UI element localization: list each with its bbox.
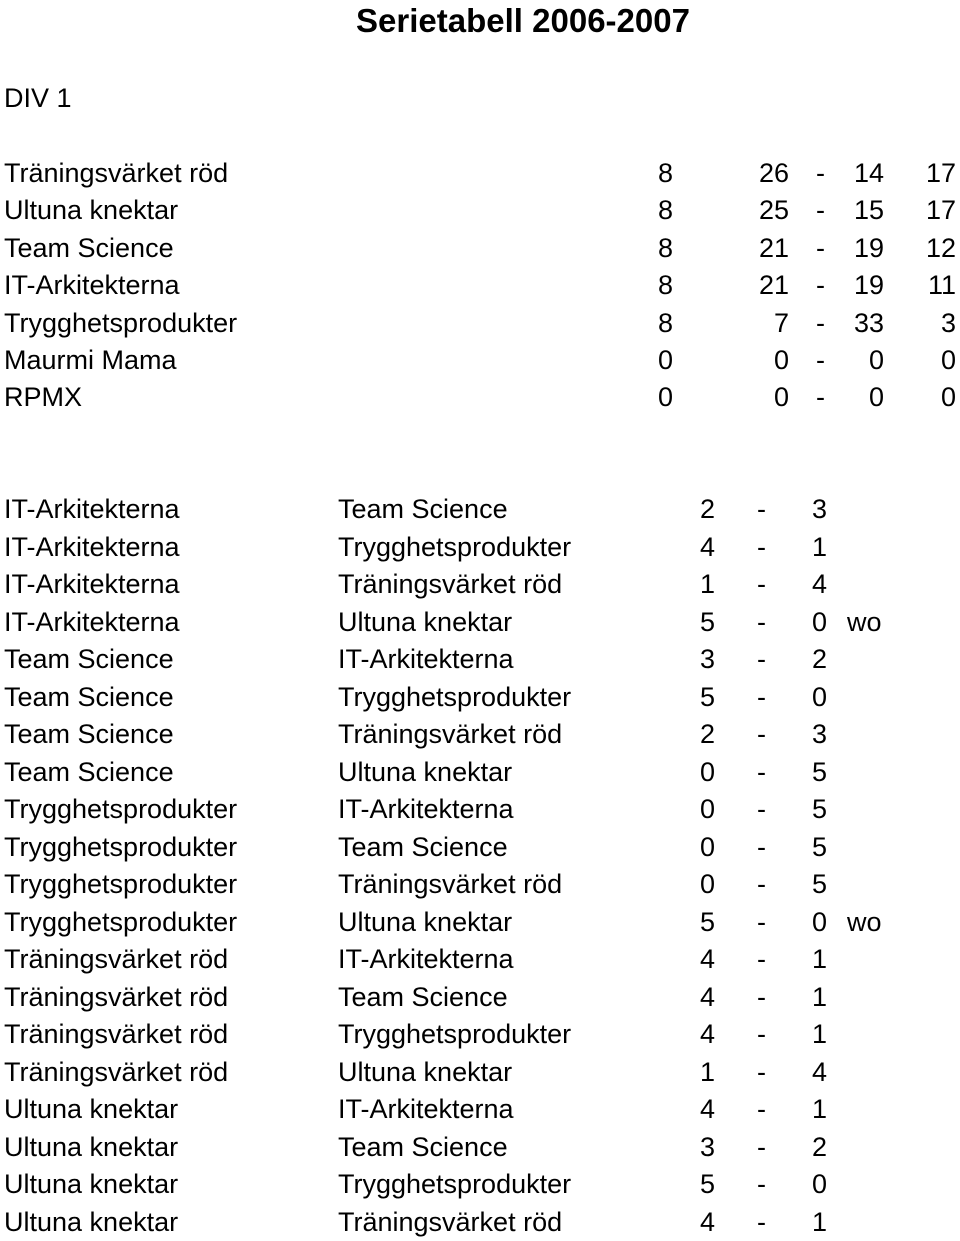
goals-against: 0 <box>869 342 884 379</box>
score-separator: - <box>757 904 766 942</box>
result-row <box>0 866 960 904</box>
division-label: DIV 1 <box>4 82 72 114</box>
away-score: 2 <box>812 1129 827 1167</box>
score-separator: - <box>757 641 766 679</box>
home-team: Ultuna knektar <box>4 1091 178 1129</box>
goal-separator: - <box>816 267 825 304</box>
away-score: 5 <box>812 754 827 792</box>
away-team: Trygghetsprodukter <box>338 1016 571 1054</box>
points: 0 <box>941 379 956 416</box>
home-team: Team Science <box>4 716 174 754</box>
score-separator: - <box>757 604 766 642</box>
result-row <box>0 1204 960 1241</box>
score-separator: - <box>757 1054 766 1092</box>
result-row <box>0 566 960 604</box>
away-score: 1 <box>812 941 827 979</box>
home-score: 3 <box>700 1129 715 1167</box>
score-separator: - <box>757 529 766 567</box>
away-score: 3 <box>812 716 827 754</box>
result-row <box>0 604 960 642</box>
goals-for: 0 <box>774 379 789 416</box>
games-played: 8 <box>658 192 673 229</box>
home-team: Team Science <box>4 641 174 679</box>
table-row <box>0 305 960 342</box>
home-team: Träningsvärket röd <box>4 1016 228 1054</box>
away-team: Ultuna knektar <box>338 754 512 792</box>
score-separator: - <box>757 1129 766 1167</box>
goals-for: 25 <box>759 192 789 229</box>
team-name: Ultuna knektar <box>4 192 178 229</box>
table-row <box>0 230 960 267</box>
home-score: 1 <box>700 1054 715 1092</box>
away-team: Ultuna knektar <box>338 1054 512 1092</box>
goals-against: 33 <box>854 305 884 342</box>
games-played: 0 <box>658 379 673 416</box>
away-team: Ultuna knektar <box>338 604 512 642</box>
team-name: Maurmi Mama <box>4 342 177 379</box>
away-team: IT-Arkitekterna <box>338 941 514 979</box>
score-separator: - <box>757 566 766 604</box>
goals-against: 19 <box>854 230 884 267</box>
score-separator: - <box>757 679 766 717</box>
points: 3 <box>941 305 956 342</box>
points: 0 <box>941 342 956 379</box>
goal-separator: - <box>816 155 825 192</box>
goals-for: 0 <box>774 342 789 379</box>
home-team: IT-Arkitekterna <box>4 566 180 604</box>
away-score: 1 <box>812 529 827 567</box>
away-team: Team Science <box>338 1129 508 1167</box>
home-team: Ultuna knektar <box>4 1129 178 1167</box>
standings-table <box>0 155 960 417</box>
score-separator: - <box>757 491 766 529</box>
table-row <box>0 267 960 304</box>
result-note: wo <box>847 604 882 642</box>
games-played: 8 <box>658 305 673 342</box>
points: 17 <box>926 192 956 229</box>
home-team: Trygghetsprodukter <box>4 904 237 942</box>
home-team: Trygghetsprodukter <box>4 791 237 829</box>
page-title: Serietabell 2006-2007 <box>0 2 960 40</box>
score-separator: - <box>757 716 766 754</box>
score-separator: - <box>757 1204 766 1241</box>
goals-against: 15 <box>854 192 884 229</box>
points: 12 <box>926 230 956 267</box>
away-score: 5 <box>812 791 827 829</box>
home-score: 5 <box>700 1166 715 1204</box>
away-score: 1 <box>812 1204 827 1241</box>
team-name: Trygghetsprodukter <box>4 305 237 342</box>
away-team: IT-Arkitekterna <box>338 1091 514 1129</box>
score-separator: - <box>757 979 766 1017</box>
home-score: 4 <box>700 1204 715 1241</box>
away-team: Trygghetsprodukter <box>338 529 571 567</box>
score-separator: - <box>757 1166 766 1204</box>
result-row <box>0 1054 960 1092</box>
result-row <box>0 1129 960 1167</box>
score-separator: - <box>757 1091 766 1129</box>
result-row <box>0 754 960 792</box>
games-played: 0 <box>658 342 673 379</box>
goals-for: 26 <box>759 155 789 192</box>
games-played: 8 <box>658 267 673 304</box>
points: 11 <box>928 267 956 304</box>
results-list <box>0 491 960 1241</box>
home-score: 0 <box>700 754 715 792</box>
result-row <box>0 716 960 754</box>
away-score: 0 <box>812 1166 827 1204</box>
away-score: 1 <box>812 1016 827 1054</box>
away-score: 4 <box>812 1054 827 1092</box>
result-note: wo <box>847 904 882 942</box>
games-played: 8 <box>658 155 673 192</box>
home-team: Team Science <box>4 754 174 792</box>
home-score: 4 <box>700 941 715 979</box>
away-score: 1 <box>812 1091 827 1129</box>
table-row <box>0 379 960 416</box>
goals-for: 21 <box>759 230 789 267</box>
home-score: 4 <box>700 1091 715 1129</box>
home-score: 0 <box>700 829 715 867</box>
home-score: 2 <box>700 716 715 754</box>
goal-separator: - <box>816 230 825 267</box>
away-score: 0 <box>812 679 827 717</box>
home-team: IT-Arkitekterna <box>4 491 180 529</box>
result-row <box>0 941 960 979</box>
score-separator: - <box>757 754 766 792</box>
away-team: Team Science <box>338 491 508 529</box>
goals-against: 14 <box>854 155 884 192</box>
result-row <box>0 1016 960 1054</box>
team-name: Team Science <box>4 230 174 267</box>
away-team: Ultuna knektar <box>338 904 512 942</box>
home-score: 5 <box>700 904 715 942</box>
goals-for: 21 <box>759 267 789 304</box>
home-team: Ultuna knektar <box>4 1204 178 1241</box>
goals-against: 19 <box>854 267 884 304</box>
away-score: 1 <box>812 979 827 1017</box>
goals-against: 0 <box>869 379 884 416</box>
away-score: 0 <box>812 904 827 942</box>
home-score: 0 <box>700 791 715 829</box>
away-score: 5 <box>812 829 827 867</box>
away-score: 3 <box>812 491 827 529</box>
team-name: IT-Arkitekterna <box>4 267 180 304</box>
home-score: 4 <box>700 979 715 1017</box>
table-row <box>0 342 960 379</box>
result-row <box>0 491 960 529</box>
home-score: 0 <box>700 866 715 904</box>
team-name: RPMX <box>4 379 82 416</box>
result-row <box>0 904 960 942</box>
home-score: 4 <box>700 1016 715 1054</box>
home-score: 2 <box>700 491 715 529</box>
home-team: Träningsvärket röd <box>4 979 228 1017</box>
home-score: 5 <box>700 679 715 717</box>
home-team: IT-Arkitekterna <box>4 529 180 567</box>
goal-separator: - <box>816 342 825 379</box>
home-team: Träningsvärket röd <box>4 1054 228 1092</box>
goal-separator: - <box>816 192 825 229</box>
away-team: Träningsvärket röd <box>338 1204 562 1241</box>
away-score: 4 <box>812 566 827 604</box>
score-separator: - <box>757 829 766 867</box>
goal-separator: - <box>816 379 825 416</box>
result-row <box>0 1166 960 1204</box>
score-separator: - <box>757 941 766 979</box>
away-score: 5 <box>812 866 827 904</box>
result-row <box>0 529 960 567</box>
away-team: Team Science <box>338 829 508 867</box>
home-score: 5 <box>700 604 715 642</box>
goal-separator: - <box>816 305 825 342</box>
home-team: Trygghetsprodukter <box>4 866 237 904</box>
home-score: 1 <box>700 566 715 604</box>
away-team: IT-Arkitekterna <box>338 641 514 679</box>
table-row <box>0 192 960 229</box>
away-team: IT-Arkitekterna <box>338 791 514 829</box>
home-team: Trygghetsprodukter <box>4 829 237 867</box>
result-row <box>0 979 960 1017</box>
away-team: Trygghetsprodukter <box>338 679 571 717</box>
goals-for: 7 <box>774 305 789 342</box>
score-separator: - <box>757 791 766 829</box>
away-score: 0 <box>812 604 827 642</box>
table-row <box>0 155 960 192</box>
games-played: 8 <box>658 230 673 267</box>
home-team: Träningsvärket röd <box>4 941 228 979</box>
result-row <box>0 641 960 679</box>
score-separator: - <box>757 1016 766 1054</box>
away-team: Träningsvärket röd <box>338 566 562 604</box>
away-team: Team Science <box>338 979 508 1017</box>
home-team: IT-Arkitekterna <box>4 604 180 642</box>
away-team: Trygghetsprodukter <box>338 1166 571 1204</box>
away-team: Träningsvärket röd <box>338 716 562 754</box>
result-row <box>0 829 960 867</box>
points: 17 <box>926 155 956 192</box>
home-team: Ultuna knektar <box>4 1166 178 1204</box>
score-separator: - <box>757 866 766 904</box>
away-score: 2 <box>812 641 827 679</box>
away-team: Träningsvärket röd <box>338 866 562 904</box>
result-row <box>0 679 960 717</box>
home-score: 3 <box>700 641 715 679</box>
team-name: Träningsvärket röd <box>4 155 228 192</box>
home-score: 4 <box>700 529 715 567</box>
home-team: Team Science <box>4 679 174 717</box>
result-row <box>0 1091 960 1129</box>
result-row <box>0 791 960 829</box>
